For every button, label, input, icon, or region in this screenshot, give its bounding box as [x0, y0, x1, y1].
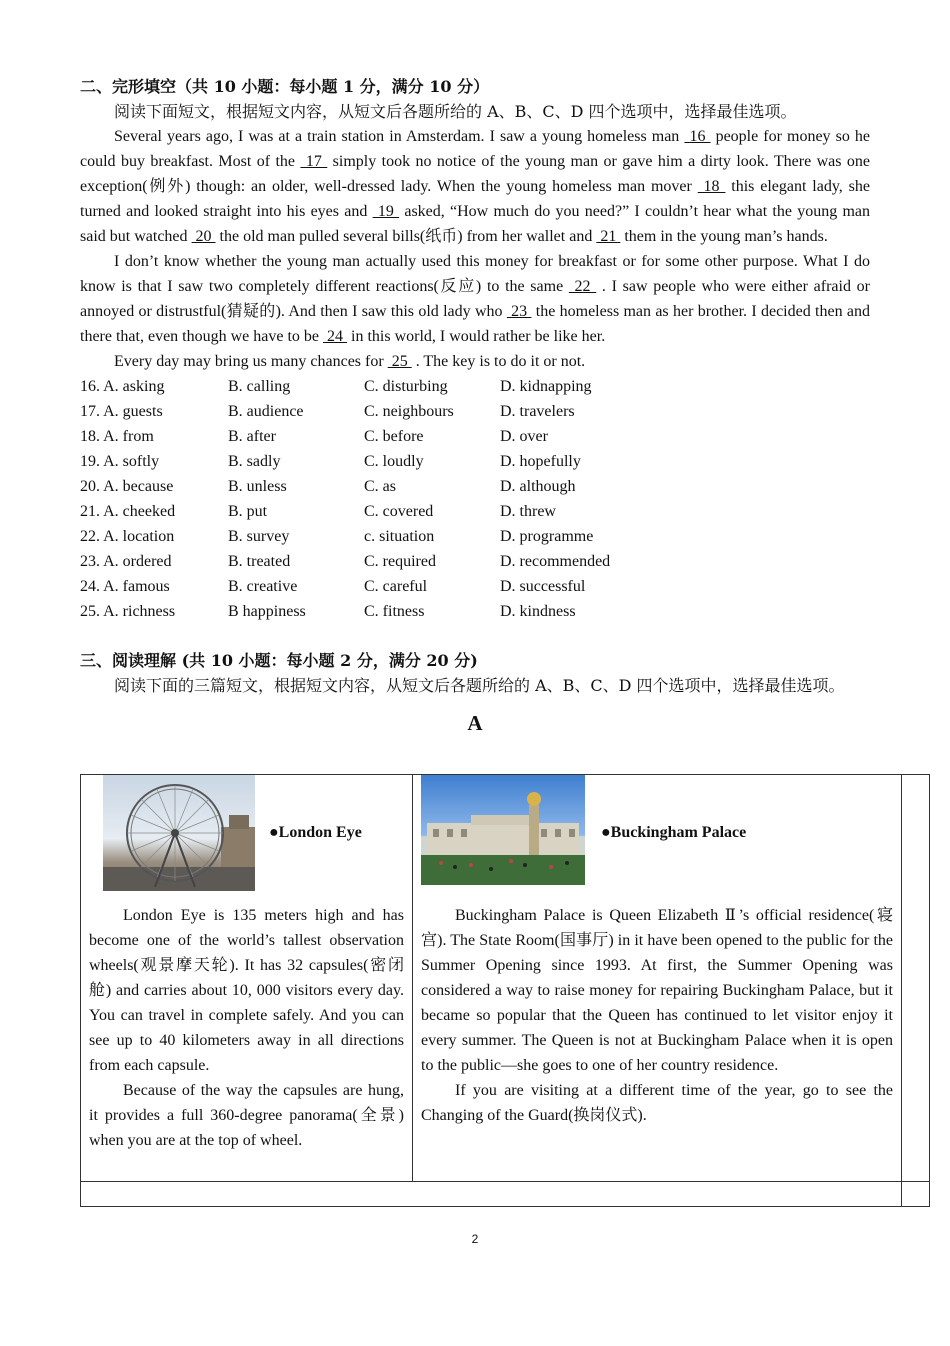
option-choice: 18. A. from	[80, 428, 154, 445]
cloze-paragraph-3: Every day may bring us many chances for 25 . The key is to do it or not.	[114, 353, 586, 370]
london-eye-paragraph-1: London Eye is 135 meters high and has become one of the world’s tallest observation wheels(观景摩天轮). It has 32 capsules(密闭舱) and carries about 10, 000 visitors every day. You can travel in complete safely. And you can see up to 40 kilometers away in all directions from each capsule.	[89, 907, 404, 1074]
option-row	[80, 524, 870, 549]
blank-19: 19	[372, 203, 400, 220]
option-choice: 25. A. richness	[80, 603, 176, 620]
buckingham-paragraph-1: Buckingham Palace is Queen Elizabeth Ⅱ’s official residence(寝宫). The State Room(国事厅) in it have been opened to the public for the Summer Opening since 1993. At first, the Summer Opening was considered a way to raise money for repairing Buckingham Palace, but it became so popular that the Queen has continued to let visitor enjoy it every summer. The Queen is not at Buckingham Palace when it is open to the public—she goes to one of her country residence.	[421, 907, 893, 1074]
option-row	[80, 399, 870, 424]
buckingham-palace-cell	[413, 775, 902, 1182]
option-choice: B. treated	[228, 553, 291, 570]
london-eye-photo	[103, 775, 255, 891]
option-choice: 21. A. cheeked	[80, 503, 176, 520]
section3-instruction: 阅读下面的三篇短文，根据短文内容，从短文后各题所给的 A、B、C、D 四个选项中，选择最佳选项。	[114, 676, 845, 695]
option-row	[80, 499, 870, 524]
option-choice: 19. A. softly	[80, 453, 160, 470]
buckingham-palace-photo	[421, 775, 585, 885]
option-choice: B. creative	[228, 578, 298, 595]
palace-icon	[421, 775, 585, 885]
option-choice: B. audience	[228, 403, 304, 420]
option-row	[80, 474, 870, 499]
option-choice: B. calling	[228, 378, 291, 395]
option-choice: D. programme	[500, 528, 594, 545]
blank-25: 25	[387, 353, 412, 370]
option-row	[80, 424, 870, 449]
option-row	[80, 449, 870, 474]
blank-20: 20	[191, 228, 216, 245]
option-choice: B happiness	[228, 603, 306, 620]
option-choice: B. unless	[228, 478, 287, 495]
blank-21: 21	[596, 228, 621, 245]
option-choice: B. put	[228, 503, 268, 520]
blank-16: 16	[684, 128, 711, 145]
cloze-paragraph-2: I don’t know whether the young man actually used this money for breakfast or for some other purpose. What I do know is that I saw two completely different reactions(反应) to the same 22 . I saw people who were either afraid or annoyed or distrustful(猜疑的). And then I saw this old lady who 23 the homeless man as her brother. I decided then and there that, even though we have to be 24 in this world, I would rather be like her.	[80, 253, 870, 345]
option-choice: D. although	[500, 478, 576, 495]
option-choice: C. fitness	[364, 603, 425, 620]
option-choice: D. threw	[500, 503, 556, 520]
ferris-wheel-icon	[103, 775, 255, 891]
blank-23: 23	[506, 303, 532, 320]
blank-17: 17	[300, 153, 328, 170]
blank-24: 24	[323, 328, 348, 345]
london-eye-cell	[81, 775, 413, 1182]
option-choice: 16. A. asking	[80, 378, 165, 395]
option-choice: D. recommended	[500, 553, 611, 570]
section2-instruction: 阅读下面短文，根据短文内容，从短文后各题所给的 A、B、C、D 四个选项中，选择最佳选项。	[114, 102, 797, 121]
blank-18: 18	[697, 178, 726, 195]
option-row	[80, 374, 870, 399]
option-choice: C. disturbing	[364, 378, 448, 395]
option-choice: 22. A. location	[80, 528, 175, 545]
page-number: 2	[471, 1232, 479, 1246]
option-choice: D. kidnapping	[500, 378, 592, 395]
option-choice: D. hopefully	[500, 453, 581, 470]
london-eye-paragraph-2: Because of the way the capsules are hung, it provides a full 360-degree panorama(全景) when you are at the top of wheel.	[89, 1082, 404, 1149]
section2-heading: 二、完形填空（共 10 小题：每小题 1 分，满分 10 分）	[80, 77, 490, 96]
cloze-paragraph-1: Several years ago, I was at a train station in Amsterdam. I saw a young homeless man 16 people for money so he could buy breakfast. Most of the 17 simply took no notice of the young man or gave him a dirty look. There was one exception(例外) though: an older, well-dressed lady. When the young homeless man mover 18 this elegant lady, she turned and looked straight into his eyes and 19 asked, “How much do you need?” I couldn’t hear what the young man said but watched 20 the old man pulled several bills(纸币) from her wallet and 21 them in the young man’s hands.	[80, 128, 871, 245]
option-choice: B. survey	[228, 528, 290, 545]
option-choice: C. required	[364, 553, 436, 570]
option-choice: C. before	[364, 428, 424, 445]
empty-row	[81, 1182, 902, 1207]
buckingham-paragraph-2: If you are visiting at a different time of the year, go to see the Changing of the Guard(换岗仪式).	[421, 1082, 893, 1124]
passage-label: A	[467, 711, 483, 735]
blank-22: 22	[568, 278, 597, 295]
section3-heading: 三、阅读理解 (共 10 小题：每小题 2 分，满分 20 分)	[80, 651, 478, 670]
option-choice: C. covered	[364, 503, 434, 520]
option-choice: 20. A. because	[80, 478, 174, 495]
option-choice: D. travelers	[500, 403, 575, 420]
passage-table	[80, 774, 930, 1207]
option-row	[80, 549, 870, 574]
option-choice: C. neighbours	[364, 403, 454, 420]
empty-row-cell	[902, 1182, 930, 1207]
london-eye-caption: ●London Eye	[269, 824, 362, 841]
option-choice: D. kindness	[500, 603, 576, 620]
option-choice: 23. A. ordered	[80, 553, 172, 570]
option-choice: B. sadly	[228, 453, 281, 470]
option-row	[80, 599, 870, 624]
option-choice: B. after	[228, 428, 276, 445]
option-choice: D. successful	[500, 578, 586, 595]
option-choice: D. over	[500, 428, 548, 445]
option-choice: C. as	[364, 478, 396, 495]
option-choice: 17. A. guests	[80, 403, 163, 420]
option-choice: c. situation	[364, 528, 435, 545]
option-row	[80, 574, 870, 599]
option-choice: C. loudly	[364, 453, 424, 470]
exam-page	[80, 74, 870, 740]
options-list	[80, 374, 870, 624]
empty-cell	[902, 775, 930, 1182]
option-choice: 24. A. famous	[80, 578, 170, 595]
buckingham-caption: ●Buckingham Palace	[601, 824, 747, 841]
option-choice: C. careful	[364, 578, 428, 595]
